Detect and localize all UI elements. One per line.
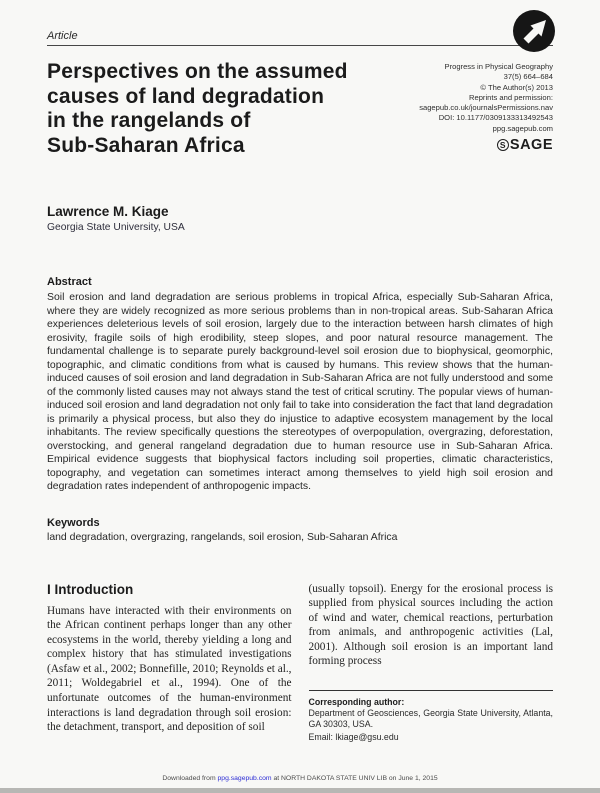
section-heading-introduction: I Introduction [47, 581, 134, 597]
article-title-line: causes of land degradation [47, 84, 325, 108]
right-column [309, 582, 554, 744]
corresponding-author-email: Email: lkiage@gsu.edu [308, 731, 399, 742]
author-affiliation: Georgia State University, USA [47, 222, 185, 233]
author-block [47, 204, 553, 233]
intro-paragraph-right: (usually topsoil). Energy for the erosional process is supplied from physical sources including the action of wind and water, chemical reactions, perturbation from animals, and anthropogenic activities (Lal, 2001). Although soil erosion is an important land forming process [308, 582, 553, 668]
journal-info-block [419, 62, 553, 151]
abstract-heading: Abstract [47, 276, 92, 288]
download-footnote-prefix: Downloaded from [162, 775, 218, 782]
copyright-line: © The Author(s) 2013 [480, 82, 553, 92]
reprints-line: Reprints and permission: [469, 92, 553, 102]
download-footnote-suffix: at NORTH DAKOTA STATE UNIV LIB on June 1, 2015 [271, 775, 438, 782]
doi-line: DOI: 10.1177/0309133313492543 [438, 113, 553, 123]
journal-url: ppg.sagepub.com [492, 123, 553, 133]
footer-journal-link[interactable]: ppg.sagepub.com [217, 775, 272, 782]
left-column [47, 582, 292, 744]
article-title-line: Perspectives on the assumed [47, 60, 348, 83]
author-name: Lawrence M. Kiage [47, 204, 169, 219]
sage-logo [419, 136, 553, 153]
article-title [47, 60, 377, 158]
sage-s-icon: S [497, 139, 509, 151]
article-title-line: in the rangelands of [47, 109, 251, 132]
keywords-text: land degradation, overgrazing, rangelands, soil erosion, Sub-Saharan Africa [47, 531, 398, 543]
download-footnote [0, 775, 600, 782]
abstract-section [47, 276, 553, 494]
corresponding-author-address: Department of Geosciences, Georgia State University, Atlanta, GA 30303, USA. [308, 708, 553, 730]
keywords-heading: Keywords [47, 516, 100, 529]
abstract-text: Soil erosion and land degradation are serious problems in tropical Africa, especially Sub-Saharan Africa, where they are widely recognized as more serious problems than in non-tropical areas. Sub-Saharan Africa experiences deleterious levels of soil erosion, largely due to the interaction between harsh climates of high erosivity, fragile soils of high erodibility, steep slopes, and poor natural resource management. The fundamental challenge is to separate purely background-level soil erosion due to biophysical, geomorphic, topographic, and climatic conditions from what is caused by humans. This review shows that the human-induced causes of soil erosion and land degradation in Sub-Saharan Africa are not fully understood and some of the commonly listed causes may not always stand the test of critical scrutiny. The popular views of human-induced soil erosion and land degradation not only fail to take into consideration the fact that land degradation is primarily a physical process, but also they do injustice to adaptive ecosystem management by the local inhabitants. The review specifically questions the stereotypes of overpopulation, overgrazing, deforestation, overstocking, and general rangeland degradation due to human resource use in Sub-Saharan Africa. Empirical evidence suggests that biophysical factors including soil properties, climatic characteristics, topography, and vegetation can sometimes interact among themselves to yield high soil erosion and degradation rates independent of anthropogenic impacts. [47, 292, 553, 492]
journal-issue-pages: 37(5) 664–684 [503, 72, 553, 82]
page-bottom-edge [0, 788, 600, 793]
corresponding-author-block [309, 690, 554, 743]
permissions-url: sagepub.co.uk/journalsPermissions.nav [419, 103, 553, 113]
corresponding-author-heading: Corresponding author: [308, 697, 405, 708]
intro-paragraph-left: Humans have interacted with their environments on the African continent perhaps longer than any other ecosystems in the world, thereby yielding a long and complex history that has stimulated investigations (Asfaw et al., 2002; Bonnefille, 2010; Reynolds et al., 2011; Woldegabriel et al., 1994). One of the unfortunate outcomes of the human-environment interactions is land degradation through soil erosion: the detachment, transport, and deposition of soil [47, 604, 292, 734]
masthead [47, 60, 553, 158]
journal-name: Progress in Physical Geography [444, 62, 553, 71]
body-columns [47, 582, 553, 744]
header-divider [47, 45, 553, 46]
sage-wordmark: SAGE [509, 136, 553, 153]
article-type-label: Article [47, 30, 78, 42]
journal-arrow-logo-icon [512, 9, 556, 53]
article-title-line: Sub-Saharan Africa [47, 133, 245, 157]
keywords-section [47, 517, 553, 543]
